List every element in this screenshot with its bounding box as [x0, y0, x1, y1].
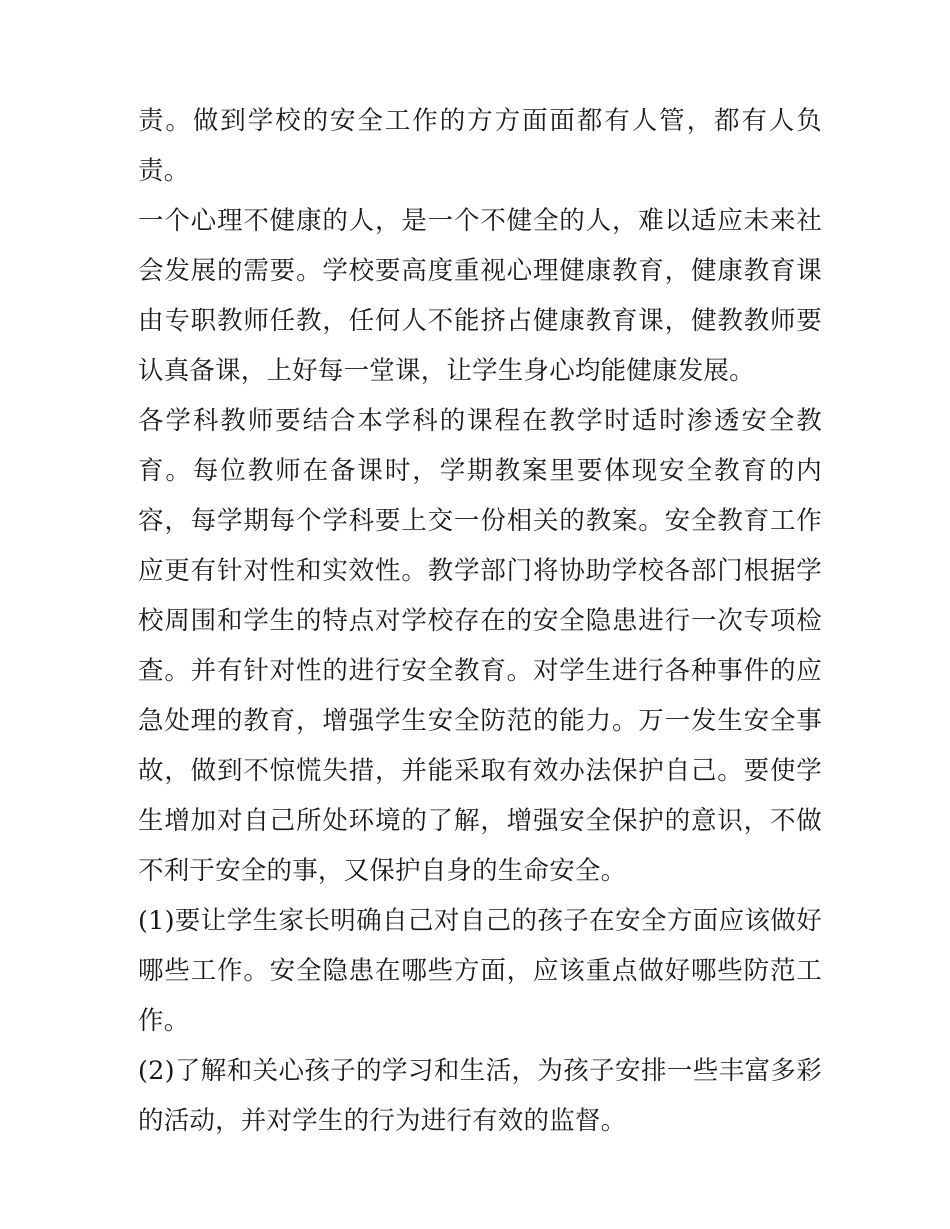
- paragraph: (2)了解和关心孩子的学习和生活，为孩子安排一些丰富多彩的活动，并对学生的行为进行有效的监督。: [138, 1056, 822, 1136]
- paragraph: 一个心理不健康的人，是一个不健全的人，难以适应未来社会发展的需要。学校要高度重视心理健康教育，健康教育课由专职教师任教，任何人不能挤占健康教育课，健教教师要认真备课，上好每一堂课，让学生身心均能健康发展。: [138, 206, 822, 386]
- paragraph: 责。做到学校的安全工作的方方面面都有人管，都有人负责。: [138, 106, 822, 186]
- document-body: [138, 96, 822, 1146]
- paragraph: (1)要让学生家长明确自己对自己的孩子在安全方面应该做好哪些工作。安全隐患在哪些方面，应该重点做好哪些防范工作。: [138, 906, 822, 1036]
- paragraph: 各学科教师要结合本学科的课程在教学时适时渗透安全教育。每位教师在备课时，学期教案里要体现安全教育的内容，每学期每个学科要上交一份相关的教案。安全教育工作应更有针对性和实效性。教学部门将协助学校各部门根据学校周围和学生的特点对学校存在的安全隐患进行一次专项检查。并有针对性的进行安全教育。对学生进行各种事件的应急处理的教育，增强学生安全防范的能力。万一发生安全事故，做到不惊慌失措，并能采取有效办法保护自己。要使学生增加对自己所处环境的了解，增强安全保护的意识，不做不利于安全的事，又保护自身的生命安全。: [138, 406, 822, 886]
